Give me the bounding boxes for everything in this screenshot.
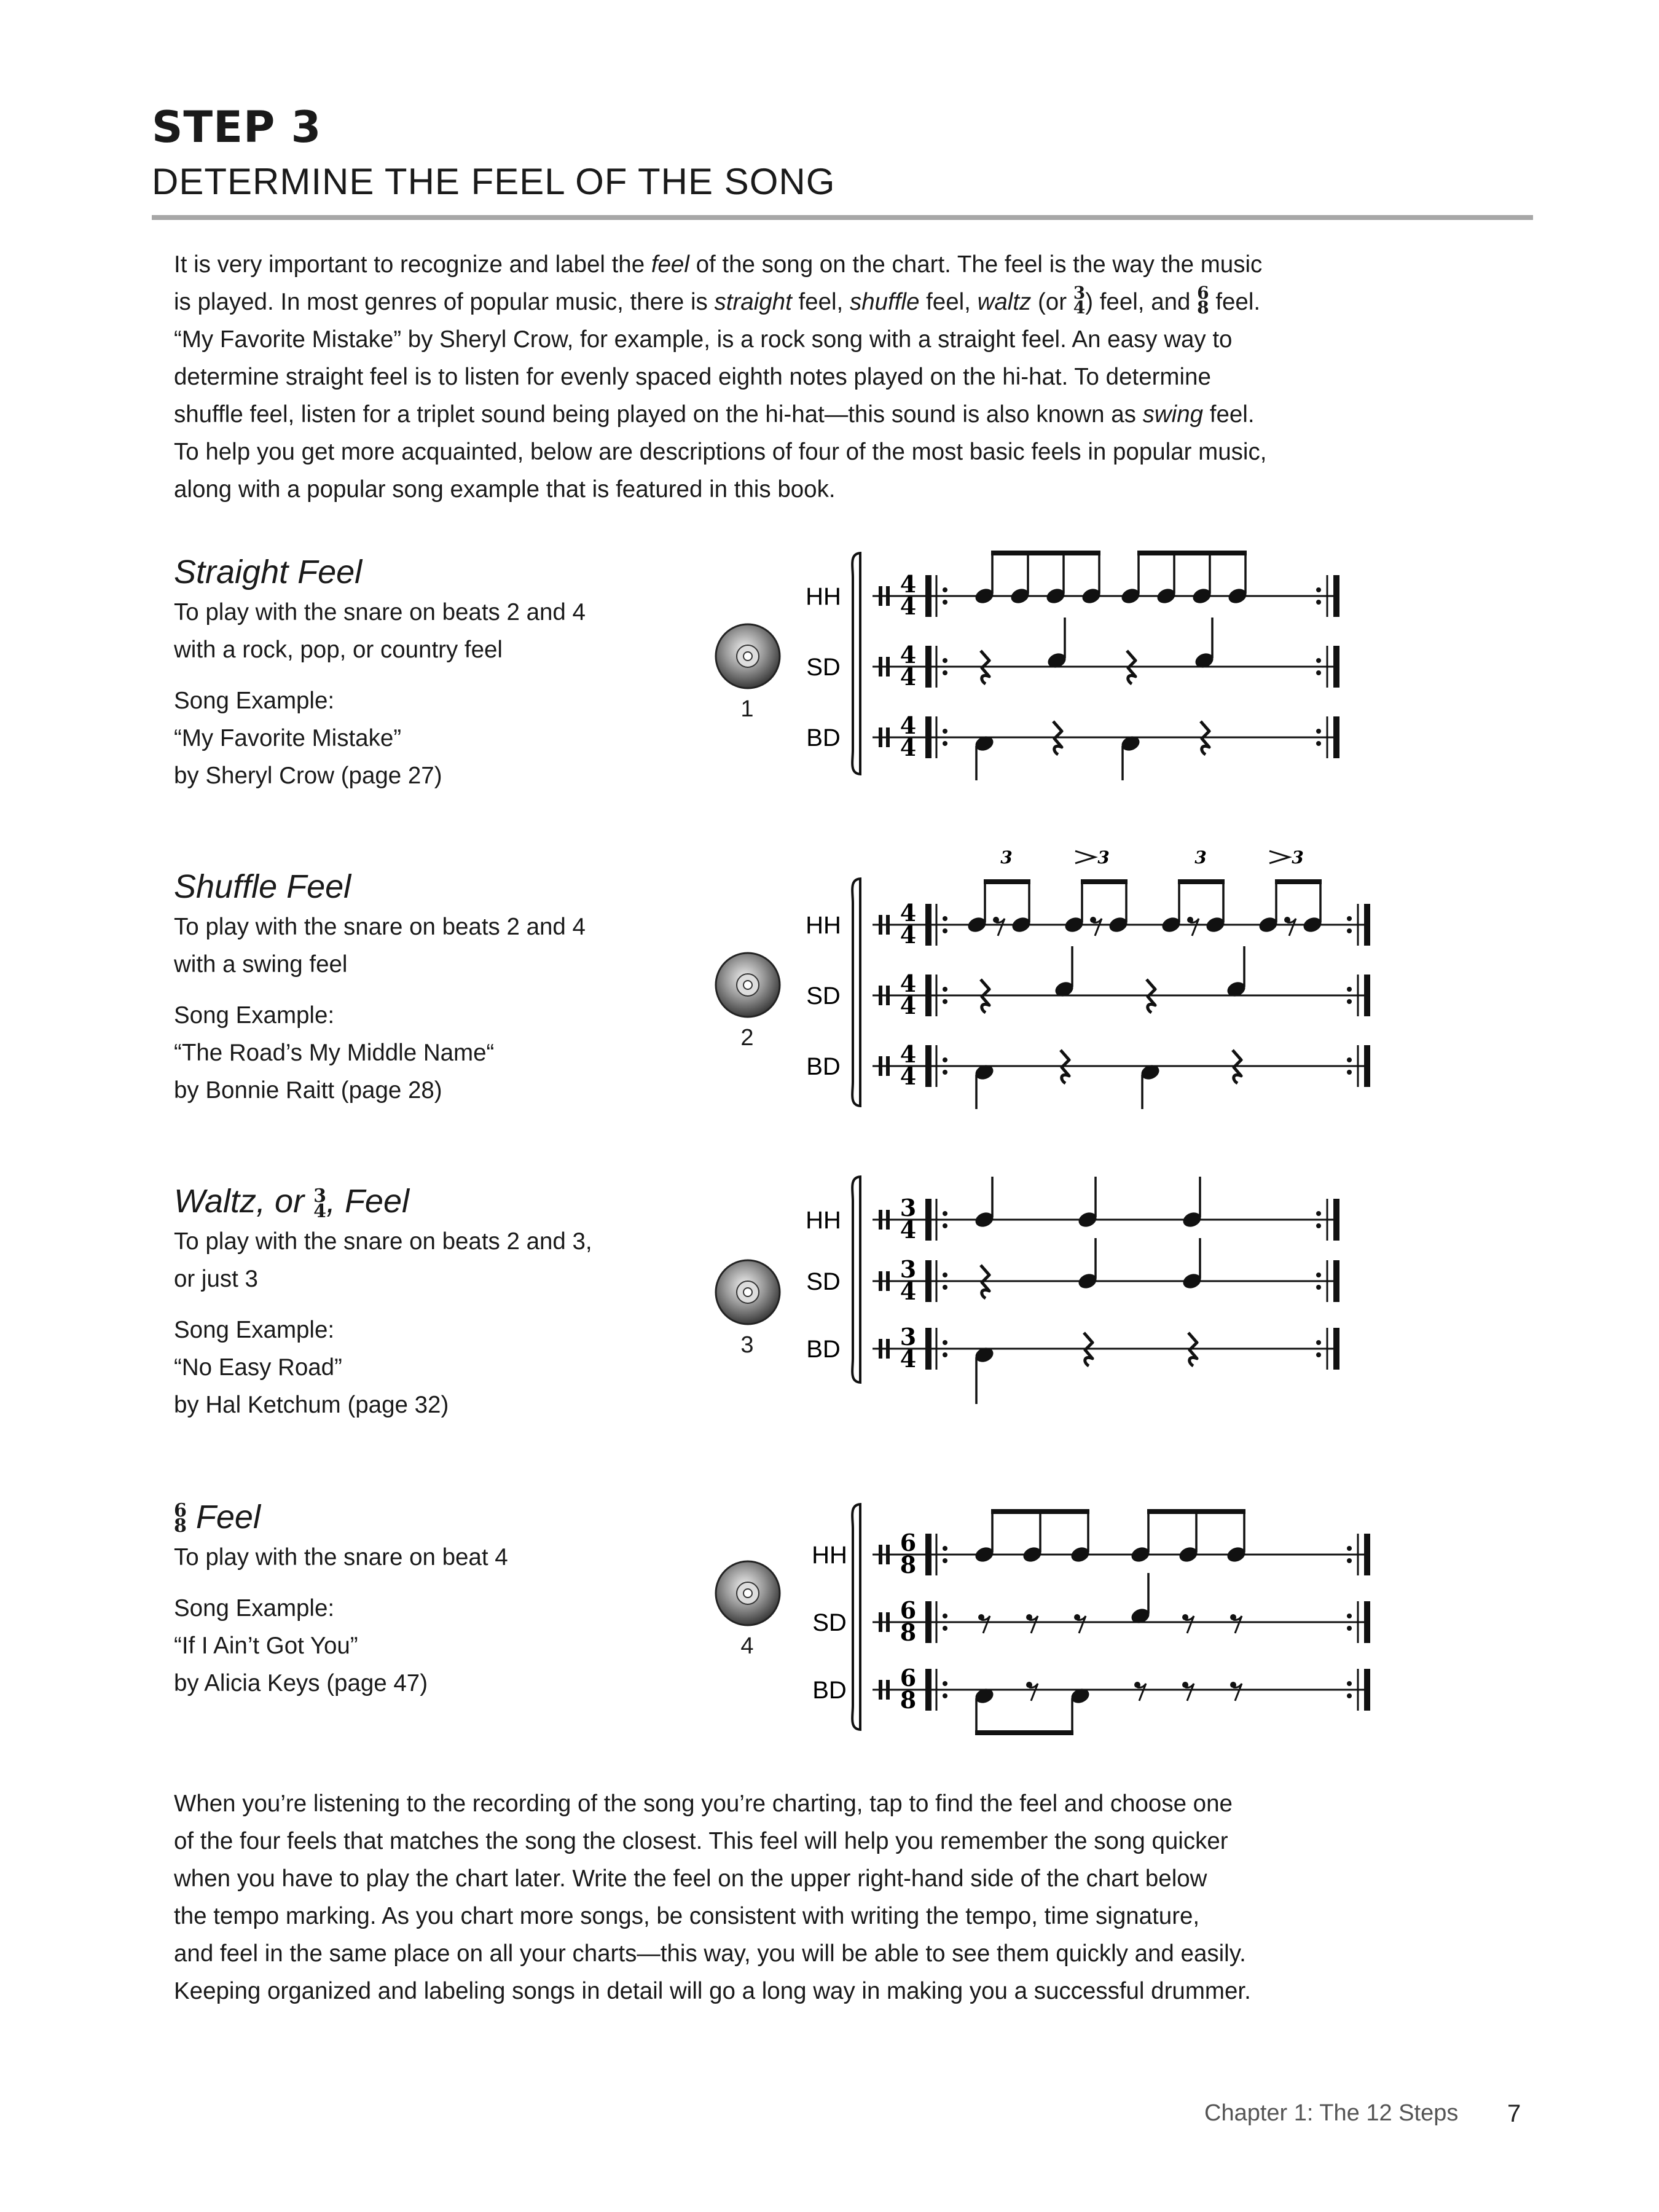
time-signature-numerator: 6	[900, 1664, 917, 1692]
repeat-start-thick	[925, 716, 931, 758]
repeat-dot	[943, 1693, 947, 1698]
beam	[1178, 879, 1225, 884]
repeat-dot	[943, 1223, 947, 1228]
staff-label: HH	[812, 1542, 847, 1569]
time-signature-numerator: 6	[900, 1596, 917, 1624]
repeat-dot	[1347, 1546, 1352, 1551]
repeat-dot	[1316, 1285, 1321, 1290]
repeat-end-thick	[1333, 1260, 1339, 1302]
staff-label: HH	[806, 912, 841, 939]
percussion-clef-bar	[886, 1612, 890, 1632]
feel-title-shuffle: Shuffle Feel	[174, 868, 351, 905]
staff-label: HH	[806, 583, 841, 610]
repeat-dot	[1347, 1070, 1352, 1075]
percussion-clef-bar	[886, 657, 890, 677]
repeat-dot	[1316, 670, 1321, 675]
percussion-clef-bar	[879, 1612, 882, 1632]
repeat-dot	[943, 1626, 947, 1631]
time-signature-denominator: 4	[900, 734, 917, 761]
repeat-dot	[943, 1352, 947, 1357]
repeat-dot	[1347, 1693, 1352, 1698]
time-signature-denominator: 4	[900, 1216, 917, 1244]
repeat-dot	[1316, 1211, 1321, 1216]
repeat-end-thick	[1364, 1601, 1370, 1643]
repeat-dot	[1316, 1223, 1321, 1228]
feel-title-straight: Straight Feel	[174, 554, 363, 590]
time-signature-denominator: 4	[900, 1277, 917, 1305]
cd-icon[interactable]	[714, 1559, 782, 1630]
time-signature-denominator: 4	[900, 921, 917, 949]
time-signature-denominator: 4	[900, 1062, 917, 1090]
beam	[1275, 879, 1322, 884]
percussion-clef-bar	[879, 1545, 882, 1564]
time-signature-denominator: 4	[900, 992, 917, 1019]
intro-paragraph: It is very important to recognize and label the feel of the song on the chart. The feel is the way the music is played. In most genres of popular music, there is straight feel, shuffle feel, waltz (or 3 4 ) feel, and 6 8 feel. “My Favorite Mistake” by Sheryl Crow, for example, is a rock song with a straight feel. An easy way to determine straight feel is to listen for evenly spaced eighth notes played on the hi-hat. To determine shuffle feel, listen for a triplet sound being played on the hi-hat—this sound is also known as swing feel. To help you get more acquainted, below are descriptions of four of the most basic feels in popular music, along with a popular song example that is featured in this book.	[174, 251, 1267, 503]
time-signature-3-4: 3 4	[313, 1185, 326, 1222]
percussion-clef-bar	[886, 728, 890, 747]
staff-label: SD	[812, 1609, 847, 1636]
repeat-dot	[943, 916, 947, 921]
triplet-mark: 3	[1292, 847, 1304, 868]
percussion-clef-bar	[879, 986, 882, 1005]
time-signature-numerator: 3	[900, 1194, 917, 1222]
repeat-dot	[1316, 1340, 1321, 1345]
beam	[1147, 1509, 1245, 1514]
repeat-dot	[1347, 916, 1352, 921]
repeat-dot	[1347, 1057, 1352, 1062]
beam	[975, 1730, 1073, 1735]
notation-six-eight	[799, 1475, 1413, 1745]
percussion-clef-bar	[886, 1271, 890, 1291]
repeat-end-thick	[1333, 716, 1339, 758]
repeat-dot	[1347, 928, 1352, 933]
step-title: DETERMINE THE FEEL OF THE SONG	[152, 161, 836, 202]
repeat-dot	[943, 1285, 947, 1290]
repeat-end-thick	[1364, 904, 1370, 946]
repeat-dot	[943, 670, 947, 675]
closing-paragraph: When you’re listening to the recording of the song you’re charting, tap to find the feel and choose one of the four feels that matches the song the closest. This feel will help you remember the song quicker when you have to play the chart later. Write the feel on the upper right-hand side of the chart below the tempo marking. As you chart more songs, be consistent with writing the tempo, time signature, and feel in the same place on all your charts—this way, you will be able to see them quickly and easily. Keeping organized and labeling songs in detail will go a long way in making you a successful drummer.	[174, 1790, 1251, 2004]
cd-icon[interactable]	[714, 951, 782, 1022]
repeat-dot	[943, 1614, 947, 1618]
percussion-clef-bar	[886, 1056, 890, 1076]
repeat-dot	[943, 1273, 947, 1277]
repeat-start-thick	[925, 1669, 931, 1711]
time-signature-denominator: 4	[900, 592, 917, 620]
footer-chapter: Chapter 1: The 12 Steps	[1204, 2100, 1459, 2126]
time-signature-denominator: 8	[900, 1686, 917, 1714]
step-number: STEP 3	[152, 102, 322, 152]
time-signature-numerator: 4	[900, 970, 917, 997]
repeat-dot	[943, 1340, 947, 1345]
time-signature-numerator: 6	[900, 1529, 917, 1556]
percussion-clef-bar	[879, 915, 882, 935]
time-signature-6-8: 6 8	[174, 1500, 187, 1537]
staff-label: BD	[806, 724, 841, 751]
repeat-dot	[1316, 600, 1321, 605]
repeat-start-thick	[925, 575, 931, 617]
beam	[1081, 879, 1128, 884]
notation-shuffle	[799, 845, 1413, 1128]
repeat-dot	[943, 600, 947, 605]
feel-desc-shuffle: To play with the snare on beats 2 and 4 with a swing feel Song Example: “The Road’s My Middle Name“ by Bonnie Raitt (page 28)	[174, 914, 586, 1104]
staff-label: SD	[806, 654, 841, 681]
repeat-start-thick	[925, 1534, 931, 1575]
percussion-clef-bar	[886, 1210, 890, 1230]
time-signature-denominator: 4	[900, 663, 917, 691]
cd-icon[interactable]	[714, 1258, 782, 1329]
percussion-clef-bar	[886, 915, 890, 935]
repeat-dot	[943, 1546, 947, 1551]
percussion-clef-bar	[886, 586, 890, 606]
staff-label: BD	[812, 1677, 847, 1704]
repeat-end-thick	[1364, 1045, 1370, 1087]
repeat-start-thick	[925, 1328, 931, 1370]
repeat-dot	[1316, 1273, 1321, 1277]
accent-mark	[1075, 851, 1095, 863]
repeat-dot	[943, 928, 947, 933]
percussion-clef-bar	[879, 1056, 882, 1076]
repeat-dot	[1347, 999, 1352, 1004]
time-signature-numerator: 4	[900, 641, 917, 669]
repeat-end-thick	[1333, 575, 1339, 617]
repeat-start-thick	[925, 975, 931, 1016]
time-signature-numerator: 4	[900, 899, 917, 927]
repeat-dot	[943, 1057, 947, 1062]
percussion-clef-bar	[886, 986, 890, 1005]
staff-label: BD	[806, 1336, 841, 1363]
feel-desc-six-eight: To play with the snare on beat 4 Song Example: “If I Ain’t Got You” by Alicia Keys (page 47)	[174, 1544, 508, 1696]
repeat-end-thick	[1364, 1534, 1370, 1575]
repeat-end-thick	[1364, 1669, 1370, 1711]
track-number: 2	[740, 1025, 754, 1051]
repeat-dot	[943, 587, 947, 592]
time-signature-numerator: 3	[900, 1255, 917, 1283]
time-signature-denominator: 8	[900, 1618, 917, 1646]
repeat-dot	[1347, 1681, 1352, 1686]
repeat-start-thick	[925, 1199, 931, 1241]
track-number: 1	[740, 696, 754, 722]
time-signature-6-8: 6 8	[1197, 283, 1209, 318]
time-signature-numerator: 4	[900, 1040, 917, 1068]
repeat-start-thick	[925, 1045, 931, 1087]
notation-waltz	[799, 1174, 1382, 1432]
accent-mark	[1269, 851, 1289, 863]
repeat-end-thick	[1364, 975, 1370, 1016]
track-number: 4	[740, 1633, 754, 1659]
repeat-start-thick	[925, 904, 931, 946]
triplet-mark: 3	[1097, 847, 1110, 868]
repeat-dot	[1347, 1614, 1352, 1618]
repeat-dot	[943, 741, 947, 746]
repeat-dot	[1347, 1558, 1352, 1563]
time-signature-3-4: 3 4	[1073, 283, 1086, 318]
title-rule	[152, 215, 1533, 220]
repeat-dot	[943, 658, 947, 663]
repeat-start-thick	[925, 1260, 931, 1302]
triplet-mark: 3	[1194, 847, 1207, 868]
percussion-clef-bar	[886, 1545, 890, 1564]
beam	[991, 1509, 1089, 1514]
staff-label: BD	[806, 1053, 841, 1080]
repeat-dot	[943, 999, 947, 1004]
repeat-dot	[1316, 587, 1321, 592]
repeat-dot	[943, 1211, 947, 1216]
repeat-start-thick	[925, 1601, 931, 1643]
percussion-clef-bar	[879, 728, 882, 747]
feel-desc-waltz: To play with the snare on beats 2 and 3, or just 3 Song Example: “No Easy Road” by Hal Ketchum (page 32)	[174, 1228, 592, 1418]
beam	[991, 551, 1100, 555]
percussion-clef-bar	[879, 1271, 882, 1291]
notation-straight	[799, 535, 1382, 793]
repeat-end-thick	[1333, 1199, 1339, 1241]
time-signature-denominator: 4	[900, 1345, 917, 1373]
percussion-clef-bar	[879, 1339, 882, 1359]
feel-desc-straight: To play with the snare on beats 2 and 4 with a rock, pop, or country feel Song Example: “My Favorite Mistake” by Sheryl Crow (page 27)	[174, 599, 586, 789]
time-signature-numerator: 4	[900, 712, 917, 739]
repeat-end-thick	[1333, 1328, 1339, 1370]
staff-label: SD	[806, 1268, 841, 1295]
repeat-dot	[943, 987, 947, 992]
track-number: 3	[740, 1332, 754, 1358]
time-signature-numerator: 4	[900, 570, 917, 598]
percussion-clef-bar	[886, 1680, 890, 1700]
repeat-dot	[943, 1681, 947, 1686]
percussion-clef-bar	[886, 1339, 890, 1359]
repeat-dot	[1316, 658, 1321, 663]
repeat-dot	[1316, 741, 1321, 746]
repeat-dot	[1347, 1626, 1352, 1631]
time-signature-denominator: 8	[900, 1551, 917, 1579]
feel-title-six-eight: 6 8 Feel	[174, 1499, 261, 1537]
staff-label: SD	[806, 982, 841, 1010]
repeat-dot	[1316, 1352, 1321, 1357]
percussion-clef-bar	[879, 1210, 882, 1230]
staff-label: HH	[806, 1207, 841, 1234]
page-number: 7	[1507, 2100, 1521, 2127]
beam	[984, 879, 1030, 884]
cd-icon[interactable]	[714, 622, 782, 693]
triplet-mark: 3	[1000, 847, 1013, 868]
feel-title-waltz: Waltz, or 3 4 , Feel	[174, 1183, 409, 1222]
percussion-clef-bar	[879, 657, 882, 677]
repeat-end-thick	[1333, 646, 1339, 688]
percussion-clef-bar	[879, 586, 882, 606]
repeat-dot	[943, 1070, 947, 1075]
repeat-dot	[1316, 729, 1321, 734]
repeat-dot	[1347, 987, 1352, 992]
repeat-dot	[943, 1558, 947, 1563]
time-signature-numerator: 3	[900, 1323, 917, 1351]
repeat-dot	[943, 729, 947, 734]
beam	[1137, 551, 1247, 555]
repeat-start-thick	[925, 646, 931, 688]
percussion-clef-bar	[879, 1680, 882, 1700]
